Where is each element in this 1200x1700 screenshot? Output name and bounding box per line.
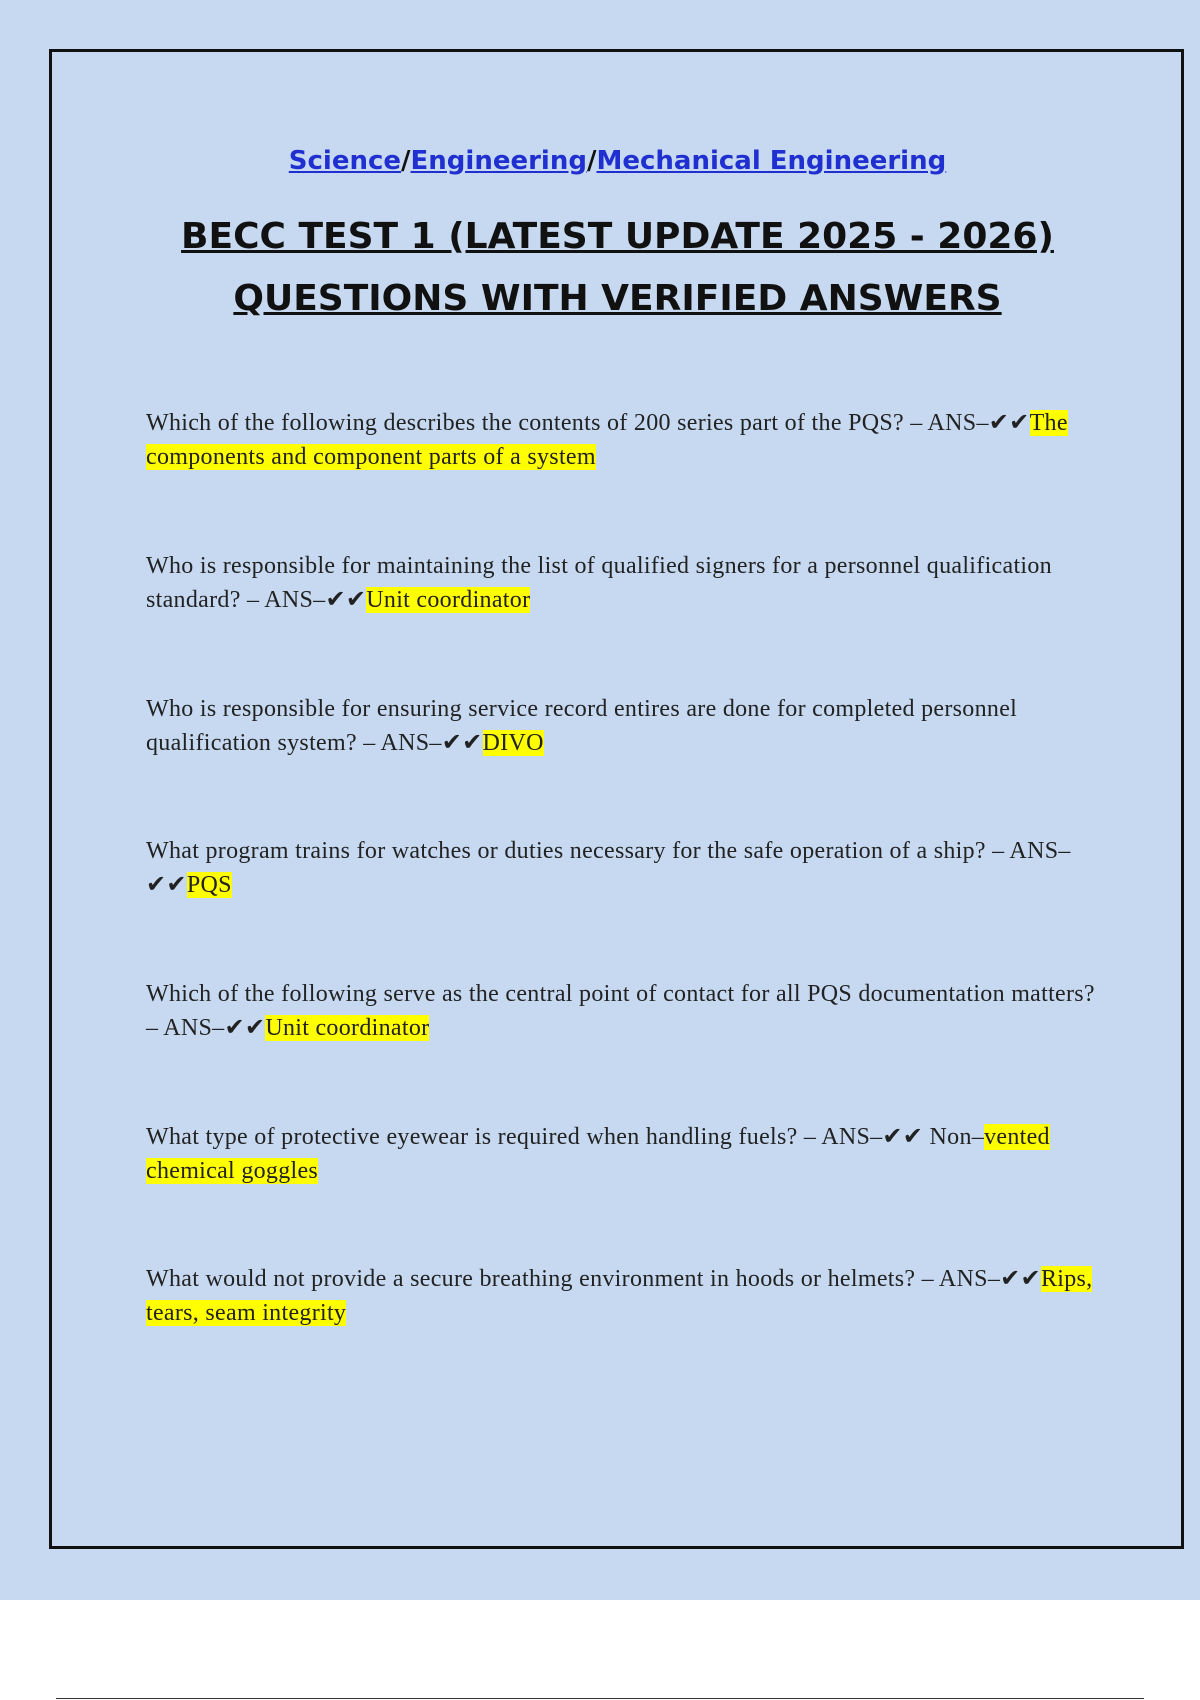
answer-highlight: PQS xyxy=(186,872,232,898)
qa-item-6 xyxy=(146,1120,1096,1188)
answer-highlight: Rips, tears, seam integrity xyxy=(146,1266,1093,1326)
document-title-line-1: BECC TEST 1 (LATEST UPDATE 2025 - 2026) xyxy=(181,216,1054,257)
answer-highlight: DIVO xyxy=(482,730,544,756)
breadcrumb-separator: / xyxy=(586,146,597,176)
question-text: Who is responsible for maintaining the list of qualified signers for a personnel qualification standard? – ANS–✔✔ xyxy=(146,553,1052,613)
answer-highlight: Unit coordinator xyxy=(265,1015,430,1041)
qa-item-5 xyxy=(146,977,1096,1045)
qa-item-2 xyxy=(146,549,1096,617)
breadcrumb-link-mechanical-engineering[interactable]: Mechanical Engineering xyxy=(596,146,947,176)
document-title-line-2: QUESTIONS WITH VERIFIED ANSWERS xyxy=(233,278,1002,319)
question-text: What would not provide a secure breathing environment in hoods or helmets? – ANS–✔✔ xyxy=(146,1266,1041,1292)
question-text: What program trains for watches or duties necessary for the safe operation of a ship? – ANS–✔✔ xyxy=(146,838,1071,898)
question-text: Which of the following serve as the central point of contact for all PQS documentation matters? – ANS–✔✔ xyxy=(146,981,1095,1041)
bottom-divider xyxy=(56,1698,1144,1699)
question-text: What type of protective eyewear is required when handling fuels? – ANS–✔✔ Non– xyxy=(146,1124,985,1150)
breadcrumb-separator: / xyxy=(401,146,411,176)
qa-item-7 xyxy=(146,1262,1096,1330)
answer-highlight: vented chemical goggles xyxy=(146,1124,1050,1184)
breadcrumb-link-engineering[interactable]: Engineering xyxy=(410,146,587,176)
answer-highlight: The components and component parts of a system xyxy=(146,410,1068,470)
qa-item-1 xyxy=(146,406,1096,474)
qa-item-4 xyxy=(146,834,1096,902)
qa-item-3 xyxy=(146,692,1096,760)
breadcrumb xyxy=(0,146,1200,176)
breadcrumb-link-science[interactable]: Science xyxy=(288,146,402,176)
question-text: Which of the following describes the contents of 200 series part of the PQS? – ANS–✔✔ xyxy=(146,410,1030,436)
answer-highlight: Unit coordinator xyxy=(366,587,531,613)
question-text: Who is responsible for ensuring service record entires are done for completed personnel qualification system? – ANS–✔✔ xyxy=(146,696,1018,756)
